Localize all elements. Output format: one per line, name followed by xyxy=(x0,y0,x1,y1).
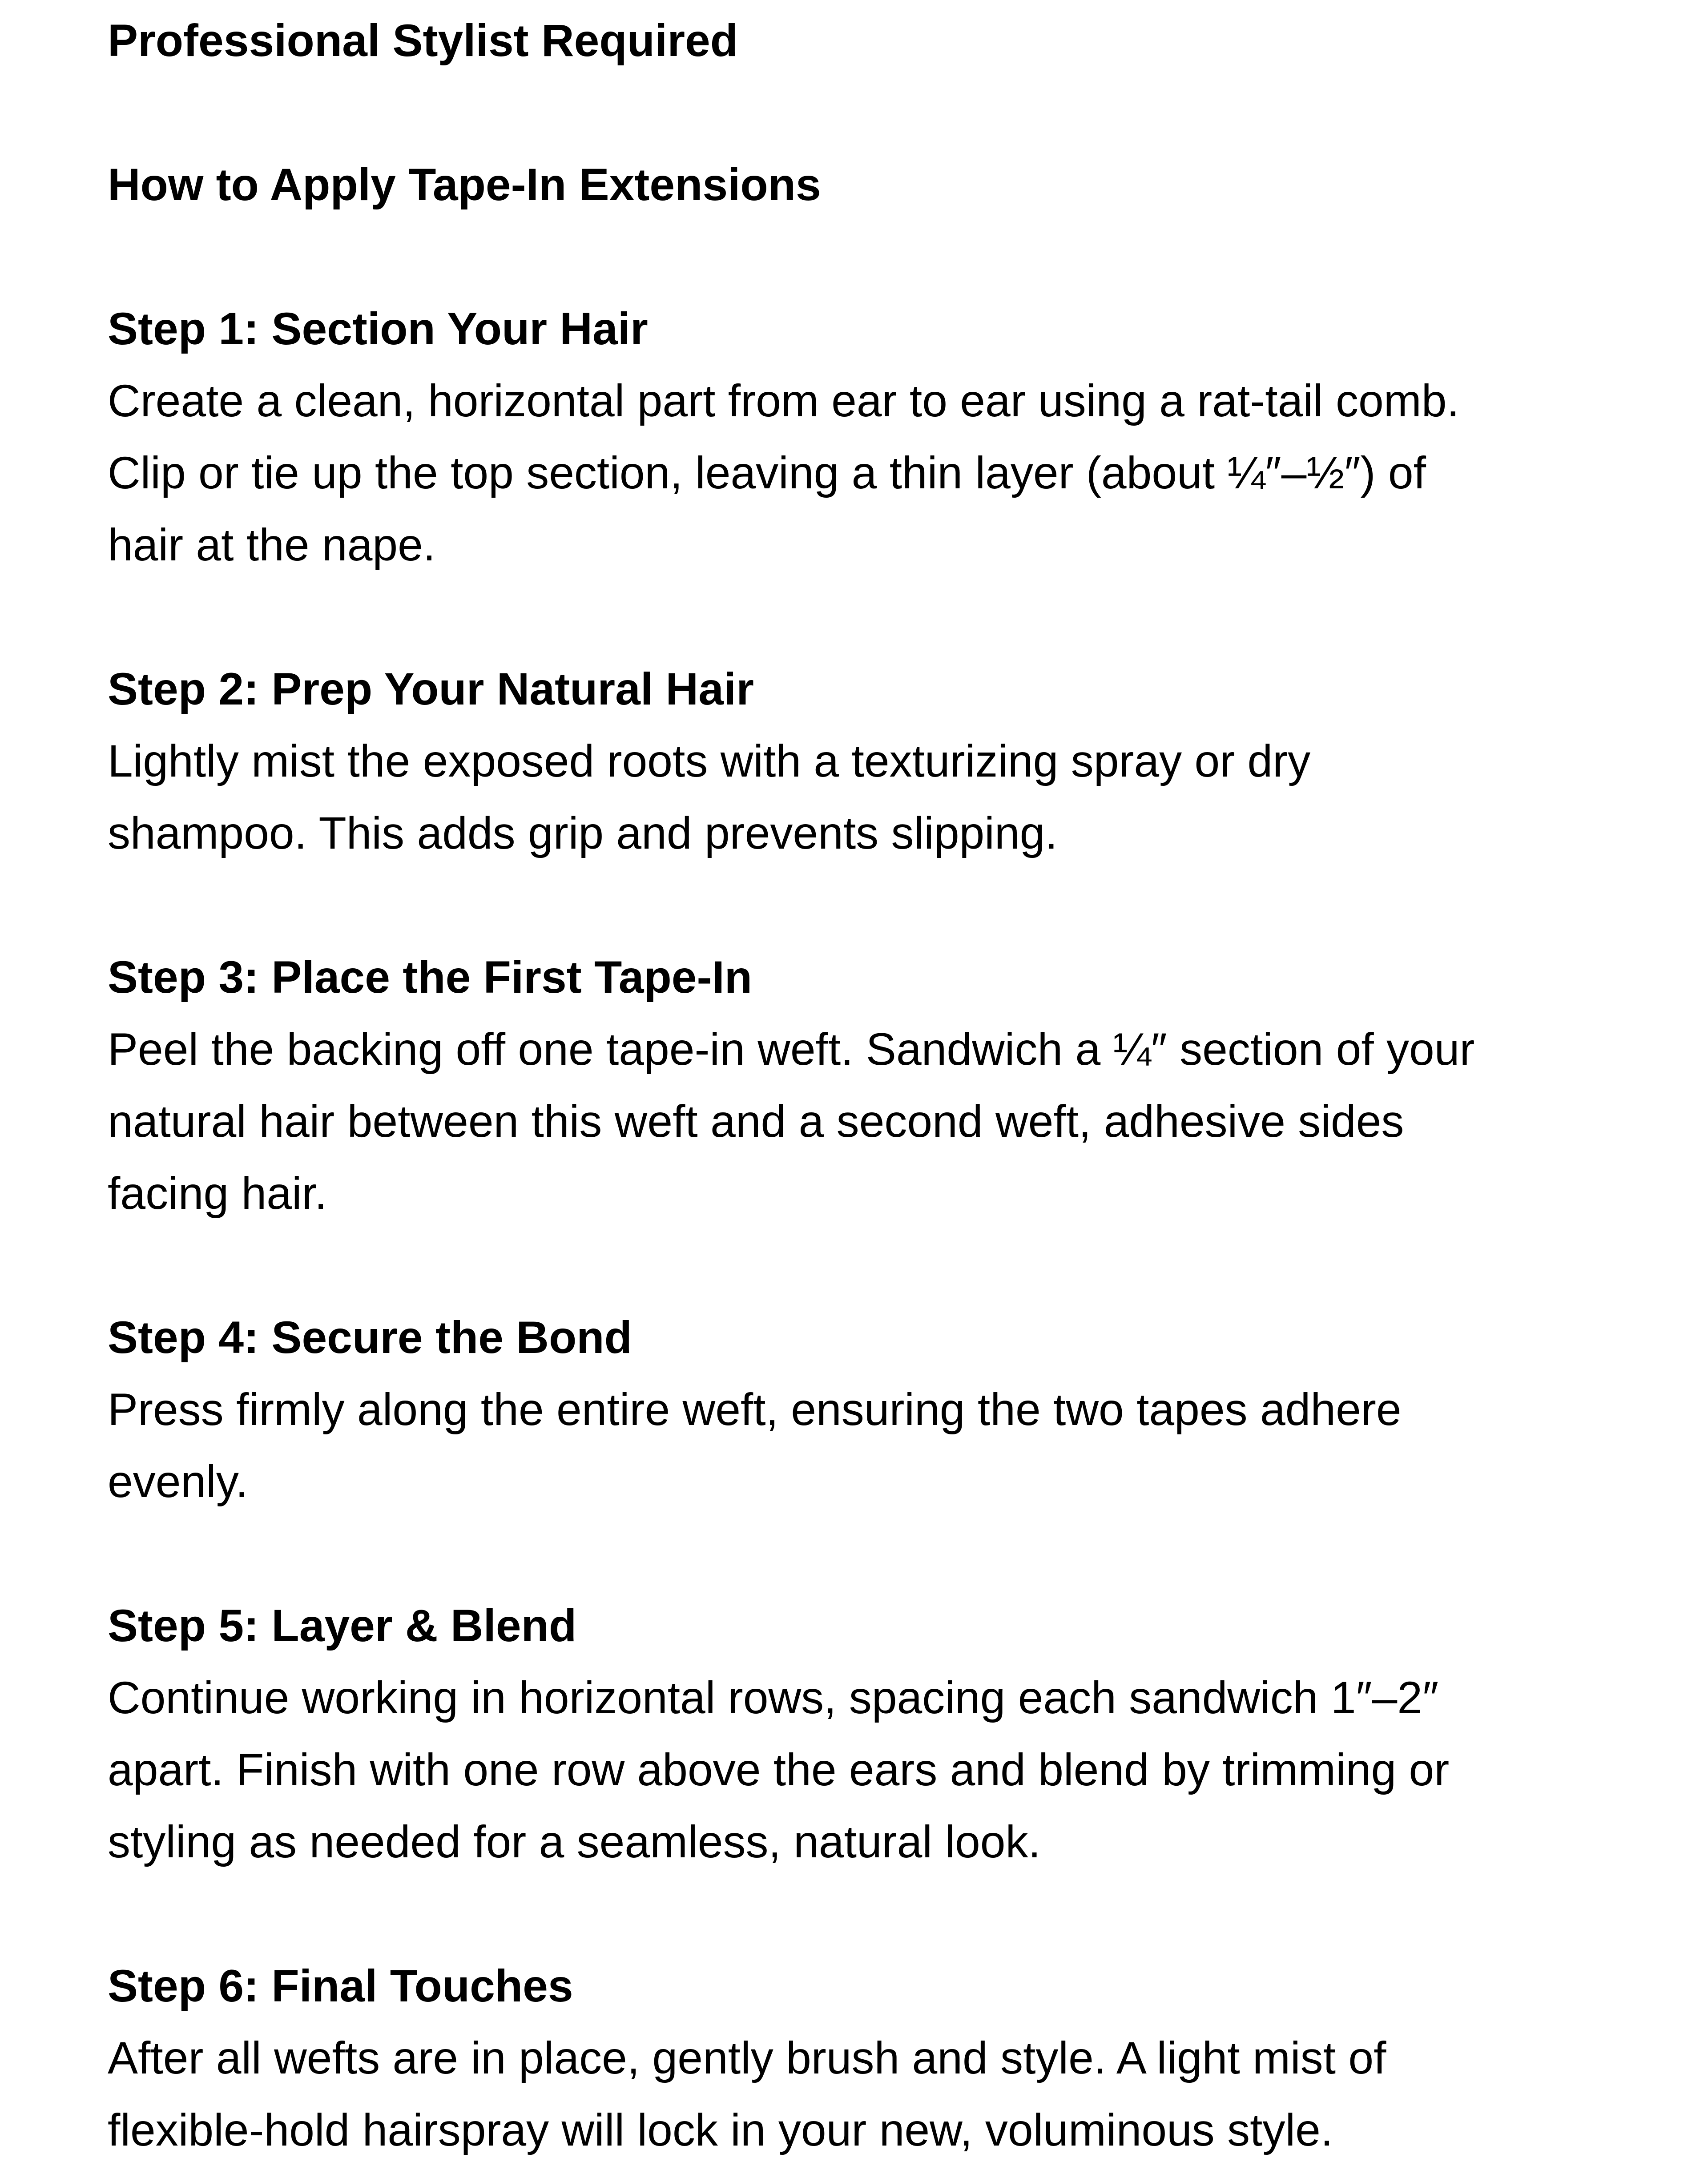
step-text-line: styling as needed for a seamless, natural look. xyxy=(108,1816,1041,1867)
step-text-line: Create a clean, horizontal part from ear to ear using a rat-tail comb. xyxy=(108,375,1459,426)
spacer xyxy=(108,1878,1620,1950)
spacer xyxy=(108,869,1620,941)
step-heading: Step 6: Final Touches xyxy=(108,1961,573,2011)
spacer xyxy=(108,1229,1620,1301)
step-text-line: After all wefts are in place, gently brush and style. A light mist of xyxy=(108,2033,1386,2083)
step-heading: Step 3: Place the First Tape-In xyxy=(108,952,753,1002)
step-text-line: natural hair between this weft and a second weft, adhesive sides xyxy=(108,1096,1404,1147)
step-text-line: Clip or tie up the top section, leaving a thin layer (about ¼″–½″) of xyxy=(108,447,1426,498)
step-text-line: flexible-hold hairspray will lock in your new, voluminous style. xyxy=(108,2105,1333,2155)
step-5 xyxy=(108,1590,1620,1878)
step-text-line: Continue working in horizontal rows, spacing each sandwich 1″–2″ xyxy=(108,1672,1439,1723)
step-1 xyxy=(108,293,1620,581)
step-text-line: shampoo. This adds grip and prevents slipping. xyxy=(108,808,1058,858)
step-text-line: Lightly mist the exposed roots with a texturizing spray or dry xyxy=(108,736,1311,786)
spacer xyxy=(108,76,1620,149)
step-text-line: Peel the backing off one tape-in weft. Sandwich a ¼″ section of your xyxy=(108,1024,1475,1075)
spacer xyxy=(108,221,1620,293)
step-6 xyxy=(108,1950,1620,2166)
step-text-line: facing hair. xyxy=(108,1168,327,1219)
step-text-line: apart. Finish with one row above the ears and blend by trimming or xyxy=(108,1744,1450,1795)
document xyxy=(108,4,1620,2166)
step-heading: Step 2: Prep Your Natural Hair xyxy=(108,664,754,714)
professional-note: Professional Stylist Required xyxy=(108,15,738,66)
spacer xyxy=(108,1518,1620,1590)
step-text-line: evenly. xyxy=(108,1456,248,1507)
step-3 xyxy=(108,941,1620,1229)
spacer xyxy=(108,581,1620,653)
page-title: How to Apply Tape-In Extensions xyxy=(108,159,821,210)
step-heading: Step 4: Secure the Bond xyxy=(108,1312,632,1363)
step-heading: Step 1: Section Your Hair xyxy=(108,303,648,354)
step-heading: Step 5: Layer & Blend xyxy=(108,1600,577,1651)
step-text-line: hair at the nape. xyxy=(108,519,436,570)
step-text-line: Press firmly along the entire weft, ensuring the two tapes adhere xyxy=(108,1384,1402,1435)
step-2 xyxy=(108,653,1620,869)
step-4 xyxy=(108,1301,1620,1518)
